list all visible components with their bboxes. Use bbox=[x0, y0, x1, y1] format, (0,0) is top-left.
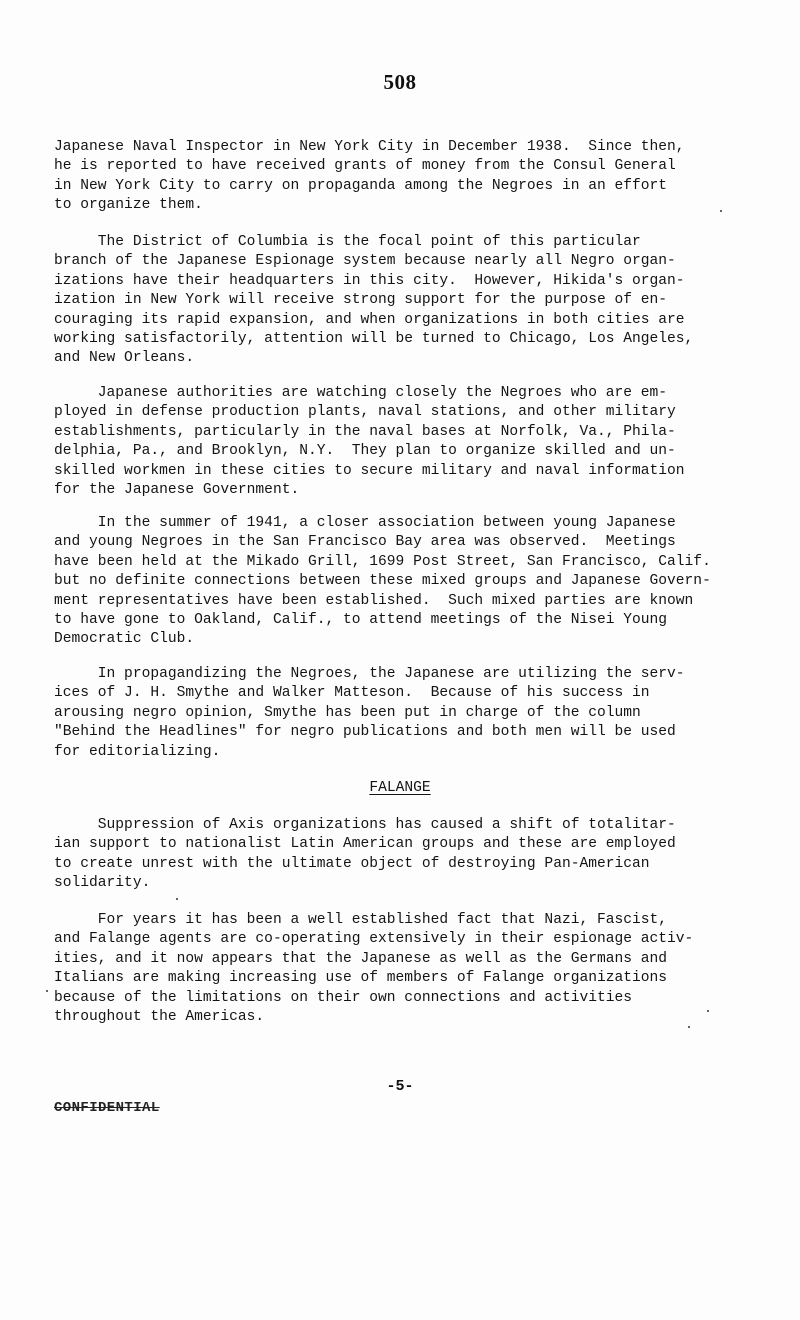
paragraph-1: Japanese Naval Inspector in New York City in December 1938. Since then, he is reported to have received grants of money from the Consul General in New York City to carry on propaganda among the Negroes in an effort to organize them. bbox=[54, 139, 685, 214]
paragraph-5: In propagandizing the Negroes, the Japanese are utilizing the serv- ices of J. H. Smythe and Walker Matteson. Because of his success in arousing negro opinion, Smythe has been put in charge of the column "Behind the Headlines" for negro publications and both men will be used for editorializing. bbox=[54, 666, 685, 760]
paragraph-3: Japanese authorities are watching closely the Negroes who are em- ployed in defense production plants, naval stations, and other military establishments, particularly in the naval bases at Norfolk, Va., Phila- delphia, Pa., and Brooklyn, N.Y. They plan to organize skilled and un- skilled workmen in these cities to secure military and naval information for the Japanese Government. bbox=[54, 385, 685, 499]
scan-speck bbox=[176, 898, 178, 900]
section-paragraph-2: For years it has been a well established fact that Nazi, Fascist, and Falange agents are co-operating extensively in their espionage activ- ities, and it now appears that the Japanese as well as the Germans and Italians are making increasing use of members of Falange organizations because of the limitations on their own connections and activities throughout the Americas. bbox=[54, 912, 694, 1026]
folio-number: -5- bbox=[386, 1078, 414, 1095]
paragraph-4: In the summer of 1941, a closer association between young Japanese and young Negroes in the San Francisco Bay area was observed. Meetings have been held at the Mikado Grill, 1699 Post Street, San Francisco, Calif. but no definite connections between these mixed groups and Japanese Govern- ment representatives have been established. Such mixed parties are known to have gone to Oakland, Calif., to attend meetings of the Nisei Young Democratic Club. bbox=[54, 515, 711, 648]
scan-speck bbox=[720, 210, 722, 212]
section-paragraph-1: Suppression of Axis organizations has caused a shift of totalitar- ian support to nationalist Latin American groups and these are employed to create unrest with the ultimate object of destroying Pan-American solidarity. bbox=[54, 817, 676, 892]
classification-stamp: CONFIDENTIAL bbox=[54, 1100, 160, 1116]
scan-speck bbox=[707, 1010, 709, 1012]
paragraph-2: The District of Columbia is the focal point of this particular branch of the Japanese Espionage system because nearly all Negro organ- izations have their headquarters in this city. However, Hikida's organ- ization in New York will receive strong support for the purpose of en- couraging its rapid expansion, and when organizations in both cities are working satisfactorily, attention will be turned to Chicago, Los Angeles, and New Orleans. bbox=[54, 234, 694, 367]
section-heading bbox=[0, 779, 800, 798]
scan-speck bbox=[688, 1026, 690, 1028]
scan-speck bbox=[46, 990, 48, 992]
section-heading-text: FALANGE bbox=[369, 780, 431, 796]
page-number: 508 bbox=[383, 70, 417, 94]
